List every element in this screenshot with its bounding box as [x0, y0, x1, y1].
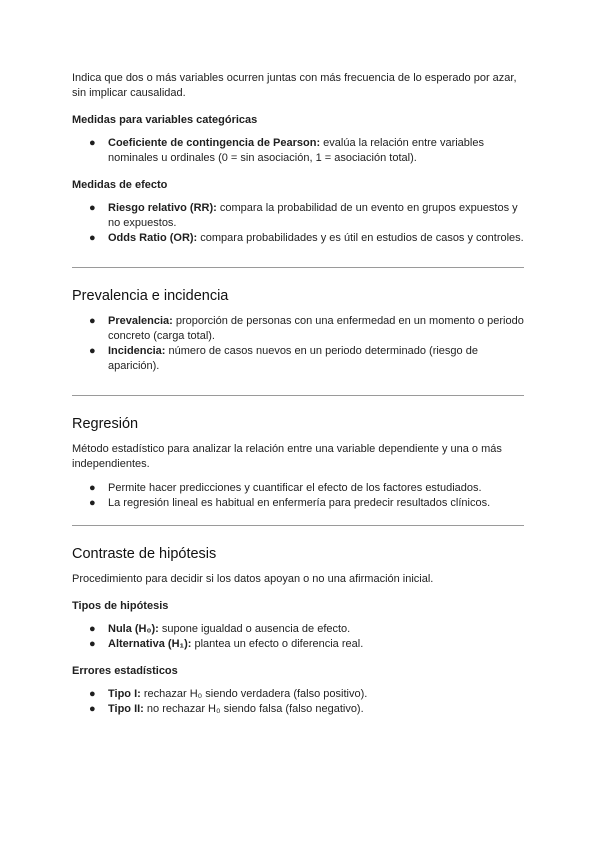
bullet-icon: ●: [89, 703, 96, 715]
bullet-icon: ●: [89, 345, 96, 357]
hypothesis-types-heading: Tipos de hipótesis: [72, 600, 169, 612]
section-divider: [72, 267, 524, 268]
list-item: ● Tipo II: no rechazar H₀ siendo falsa (falso negativo).: [89, 703, 364, 715]
categorical-measures-list: [72, 136, 524, 166]
hypothesis-intro: Procedimiento para decidir si los datos apoyan o no una afirmación inicial.: [72, 573, 434, 585]
hypothesis-types-list: [72, 622, 524, 652]
bullet-icon: ●: [89, 482, 96, 494]
intro-paragraph: Indica que dos o más variables ocurren juntas con más frecuencia de lo esperado por azar, sin implicar causalidad.: [72, 72, 517, 99]
document-page: [72, 71, 524, 717]
bullet-icon: ●: [89, 688, 96, 700]
regression-list: [72, 481, 524, 511]
statistical-errors-list: [72, 687, 524, 717]
categorical-measures-heading: Medidas para variables categóricas: [72, 114, 258, 126]
list-item: ● Incidencia: número de casos nuevos en un periodo determinado (riesgo de aparición).: [89, 345, 478, 372]
list-item: ● Coeficiente de contingencia de Pearson: evalúa la relación entre variables nominales u ordinales (0 = sin asociación, 1 = asociación total).: [89, 137, 484, 164]
bullet-icon: ●: [89, 137, 96, 149]
bullet-icon: ●: [89, 232, 96, 244]
bullet-icon: ●: [89, 202, 96, 214]
list-item: ● Riesgo relativo (RR): compara la probabilidad de un evento en grupos expuestos y no expuestos.: [89, 202, 518, 229]
bullet-icon: ●: [89, 497, 96, 509]
section-divider: [72, 395, 524, 396]
statistical-errors-heading: Errores estadísticos: [72, 665, 178, 677]
effect-measures-heading: Medidas de efecto: [72, 179, 168, 191]
list-item: ● Odds Ratio (OR): compara probabilidades y es útil en estudios de casos y controles.: [89, 232, 524, 244]
effect-measures-list: [72, 201, 524, 246]
list-item: ● Alternativa (H₁): plantea un efecto o diferencia real.: [89, 638, 364, 650]
list-item: ● Nula (H₀): supone igualdad o ausencia de efecto.: [89, 623, 351, 635]
list-item: ● Prevalencia: proporción de personas con una enfermedad en un momento o periodo concreto (carga total).: [89, 315, 524, 342]
section-title-contraste: Contraste de hipótesis: [72, 546, 217, 562]
bullet-icon: ●: [89, 315, 96, 327]
section-title-regresion: Regresión: [72, 416, 139, 432]
regression-intro: Método estadístico para analizar la relación entre una variable dependiente y una o más independientes.: [72, 443, 502, 470]
list-item: ● Tipo I: rechazar H₀ siendo verdadera (falso positivo).: [89, 688, 368, 700]
list-item: ● Permite hacer predicciones y cuantificar el efecto de los factores estudiados.: [89, 482, 482, 494]
section-divider: [72, 525, 524, 526]
bullet-icon: ●: [89, 638, 96, 650]
bullet-icon: ●: [89, 623, 96, 635]
section-title-prevalencia: Prevalencia e incidencia: [72, 288, 229, 304]
prevalence-list: [72, 314, 524, 374]
list-item: ● La regresión lineal es habitual en enfermería para predecir resultados clínicos.: [89, 497, 491, 509]
